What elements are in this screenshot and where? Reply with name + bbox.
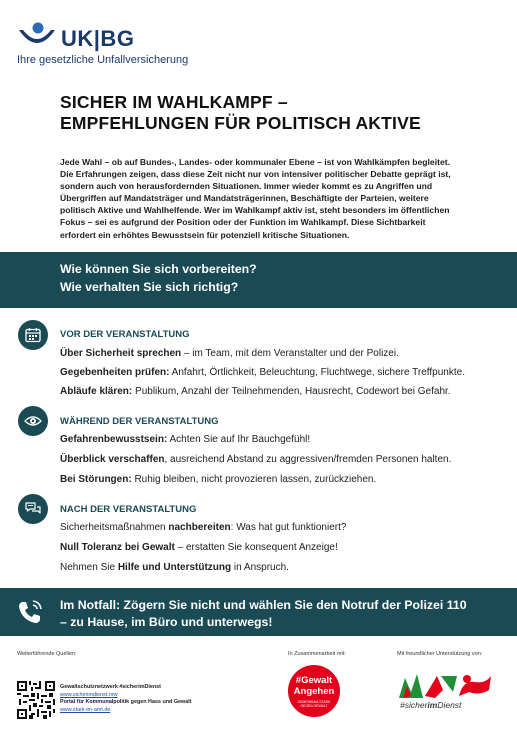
badge-title: #Gewalt Angehen	[293, 675, 335, 697]
after-item-1: Sicherheitsmaßnahmen nachbereiten: Was hat gut funktioniert?	[60, 522, 347, 533]
page-title	[60, 92, 460, 134]
title-line-1: SICHER IM WAHLKAMPF –	[60, 92, 288, 112]
cooperation-label: In Zusammenarbeit mit:	[288, 651, 346, 657]
eye-icon	[18, 406, 48, 436]
before-item-2: Gegebenheiten prüfen: Anfahrt, Örtlichkeit, Beleuchtung, Fluchtwege, sichere Treffpunkte.	[60, 367, 465, 378]
emergency-line-2: – zu Hause, im Büro und unterwegs!	[60, 615, 273, 629]
section-heading-before: VOR DER VERANSTALTUNG	[60, 329, 190, 340]
before-item-3: Abläufe klären: Publikum, Anzahl der Teilnehmenden, Hausrecht, Codewort bei Gefahr.	[60, 386, 451, 397]
chat-bubbles-icon	[18, 494, 48, 524]
section-heading-during: WÄHREND DER VERANSTALTUNG	[60, 416, 219, 427]
badge-subtitle: GEMEINSAM STARK GEGEN GEWALT	[297, 700, 331, 708]
footer-links	[60, 684, 192, 714]
questions-banner	[0, 252, 517, 308]
link1-title: Gewaltschutznetzwerk #sicherimDienst	[60, 684, 161, 690]
link-sicherimdienst[interactable]: www.sicherimdienst.nrw	[60, 691, 118, 698]
during-item-3: Bei Störungen: Ruhig bleiben, nicht provozieren lassen, zurückziehen.	[60, 474, 377, 485]
before-item-1: Über Sicherheit sprechen – im Team, mit dem Veranstalter und der Polizei.	[60, 348, 399, 359]
link2-title: Portal für Kommunalpolitik gegen Hass und Gewalt	[60, 699, 192, 706]
calendar-icon	[18, 320, 48, 350]
gewalt-angehen-badge	[288, 665, 340, 717]
qr-code-icon[interactable]	[17, 681, 55, 719]
emergency-banner	[0, 588, 517, 636]
during-item-2: Überblick verschaffen, ausreichend Abstand zu aggressiven/fremden Personen halten.	[60, 454, 452, 465]
sources-label: Weiterführende Quellen:	[17, 651, 77, 657]
nrw-state-logo-icon	[397, 670, 497, 700]
after-item-2: Null Toleranz bei Gewalt – erstatten Sie konsequent Anzeige!	[60, 542, 338, 553]
question-1: Wie können Sie sich vorbereiten?	[60, 262, 257, 276]
ukbg-logo-icon	[17, 22, 57, 48]
phone-icon	[14, 596, 46, 628]
after-item-3: Nehmen Sie Hilfe und Unterstützung in Anspruch.	[60, 562, 289, 573]
logo-text: UK|BG	[61, 26, 135, 51]
section-heading-after: NACH DER VERANSTALTUNG	[60, 504, 197, 515]
question-2: Wie verhalten Sie sich richtig?	[60, 280, 239, 294]
link-stark-im-amt[interactable]: www.stark-im-amt.de	[60, 706, 111, 713]
support-label: Mit freundlicher Unterstützung von:	[397, 651, 483, 657]
title-line-2: EMPFEHLUNGEN FÜR POLITISCH AKTIVE	[60, 113, 421, 133]
emergency-line-1: Im Notfall: Zögern Sie nicht und wählen Sie den Notruf der Polizei 110	[60, 598, 467, 612]
emergency-text	[60, 597, 467, 631]
during-item-1: Gefahrenbewusstsein: Achten Sie auf Ihr Bauchgefühl!	[60, 434, 311, 445]
intro-paragraph: Jede Wahl – ob auf Bundes-, Landes- oder kommunaler Ebene – ist von Wahlkämpfen begleitet. Die Erfahrungen zeigen, dass diese Zeit nicht nur von intensiver politischer Debatte geprägt ist, sondern auch von herausfordernden Situationen. Immer wieder kommt es zu Angriffen und Übergriffen auf Mandatsträger und Mandatsträgerinnen, Beschäftigte der Parteien, weitere politisch Aktive und Wahlhelfende. Wer im Wahlkampf aktiv ist, steht besonders im öffentlichen Fokus – sei es aufgrund der Position oder der Funktion im Wahlkampf. Diese Sichtbarkeit erfordert ein erhöhtes Bewusstsein für potenziell kritische Situationen.	[60, 157, 451, 240]
logo-tagline: Ihre gesetzliche Unfallversicherung	[17, 54, 189, 66]
sicherimdienst-hashtag: #sicherimDienst	[400, 700, 462, 710]
